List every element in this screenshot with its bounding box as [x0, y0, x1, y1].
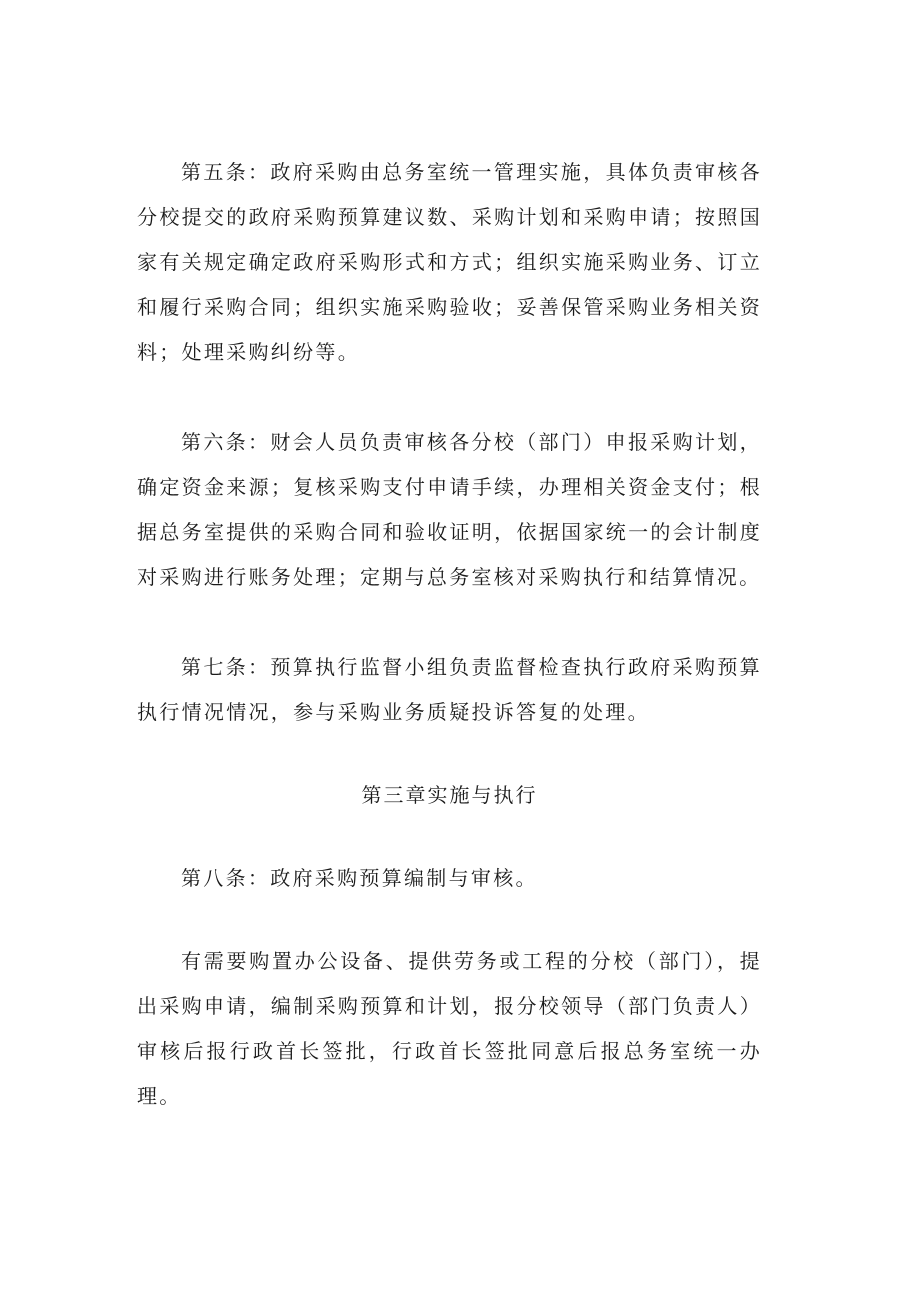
article-5-paragraph: 第五条：政府采购由总务室统一管理实施，具体负责审核各分校提交的政府采购预算建议数、采购计划和采购申请；按照国家有关规定确定政府采购形式和方式；组织实施采购业务、订立和履行采购合同；组织实施采购验收；妥善保管采购业务相关资料；处理采购纠纷等。 [137, 160, 762, 364]
article-8-paragraph: 第八条：政府采购预算编制与审核。 [181, 866, 538, 890]
document-body [137, 150, 762, 1119]
paragraph-spacer [137, 600, 762, 645]
article-7-paragraph: 第七条：预算执行监督小组负责监督检查执行政府采购预算执行情况情况，参与采购业务质疑投诉答复的处理。 [137, 655, 762, 724]
chapter-heading: 第三章实施与执行 [361, 783, 538, 807]
article-8-detail-paragraph: 有需要购置办公设备、提供劳务或工程的分校（部门），提出采购申请，编制采购预算和计划，报分校领导（部门负责人）审核后报行政首长签批，行政首长签批同意后报总务室统一办理。 [137, 949, 762, 1108]
paragraph-spacer [137, 735, 762, 773]
article-6-paragraph: 第六条：财会人员负责审核各分校（部门）申报采购计划，确定资金来源；复核采购支付申请手续，办理相关资金支付；根据总务室提供的采购合同和验收证明，依据国家统一的会计制度对采购进行账务处理；定期与总务室核对采购执行和结算情况。 [137, 430, 762, 589]
paragraph-spacer [137, 901, 762, 939]
paragraph-spacer [137, 818, 762, 856]
paragraph-spacer [137, 375, 762, 420]
